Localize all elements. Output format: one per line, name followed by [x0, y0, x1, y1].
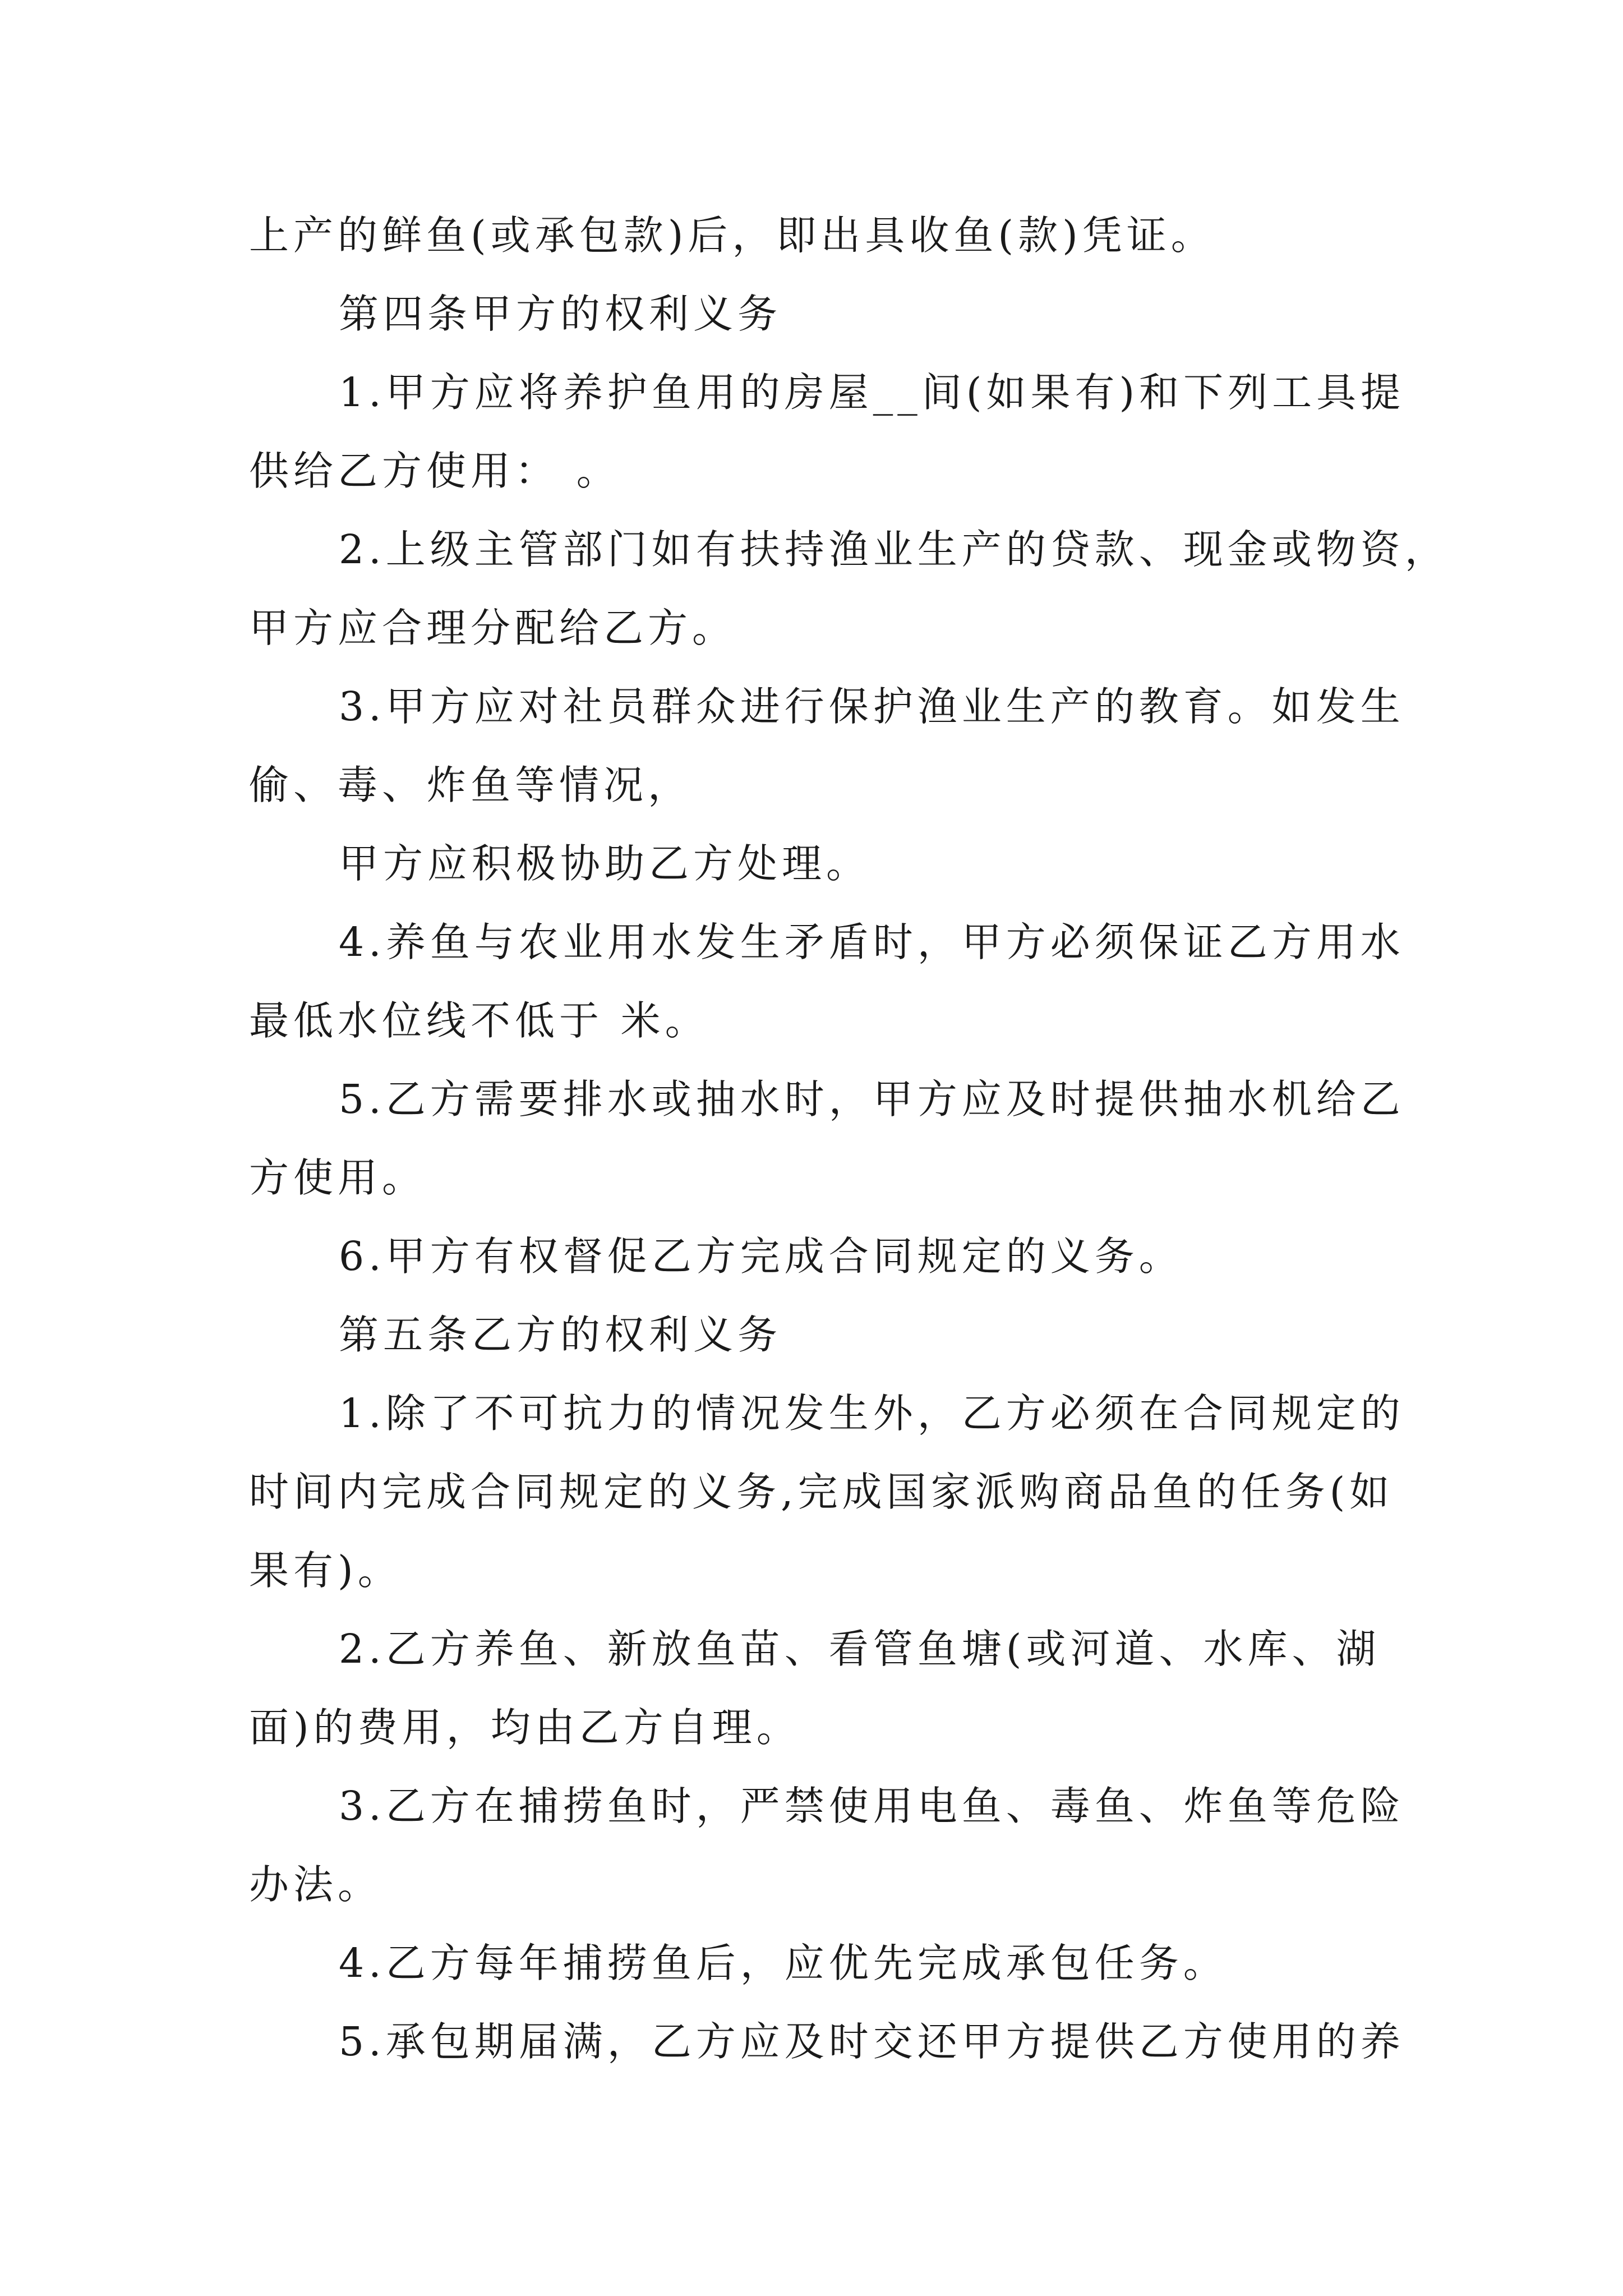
text-line: 甲方应积极协助乙方处理。 — [339, 840, 871, 887]
text-line: 偷、毒、炸鱼等情况， — [249, 762, 693, 808]
text-line: 1.甲方应将养护鱼用的房屋__间(如果有)和下列工具提 — [339, 369, 1405, 416]
section-heading: 第四条甲方的权利义务 — [339, 291, 782, 337]
text-line: 5.乙方需要排水或抽水时，甲方应及时提供抽水机给乙 — [339, 1076, 1405, 1122]
text-line: 4.乙方每年捕捞鱼后，应优先完成承包任务。 — [339, 1940, 1228, 1986]
text-line: 最低水位线不低于 米。 — [249, 997, 709, 1044]
text-line: 2.乙方养鱼、新放鱼苗、看管鱼塘(或河道、水库、湖 — [339, 1626, 1381, 1672]
text-line: 3.乙方在捕捞鱼时，严禁使用电鱼、毒鱼、炸鱼等危险 — [339, 1783, 1405, 1829]
text-line: 4.养鱼与农业用水发生矛盾时，甲方必须保证乙方用水 — [339, 919, 1405, 965]
text-line: 甲方应合理分配给乙方。 — [249, 605, 737, 651]
text-line: 1.除了不可抗力的情况发生外，乙方必须在合同规定的 — [339, 1390, 1405, 1437]
text-line: 6.甲方有权督促乙方完成合同规定的义务。 — [339, 1233, 1183, 1280]
text-line: 供给乙方使用： 。 — [249, 448, 621, 494]
text-line: 上产的鲜鱼(或承包款)后，即出具收鱼(款)凭证。 — [249, 212, 1215, 259]
section-heading: 第五条乙方的权利义务 — [339, 1312, 782, 1358]
text-line: 办法。 — [249, 1861, 382, 1908]
text-line: 面)的费用，均由乙方自理。 — [249, 1704, 801, 1751]
text-line: 方使用。 — [249, 1154, 427, 1201]
text-line: 果有)。 — [249, 1547, 402, 1594]
text-line: 5.承包期届满，乙方应及时交还甲方提供乙方使用的养 — [339, 2018, 1405, 2065]
text-line: 3.甲方应对社员群众进行保护渔业生产的教育。如发生 — [339, 683, 1405, 730]
text-line: 时间内完成合同规定的义务,完成国家派购商品鱼的任务(如 — [249, 1469, 1394, 1515]
text-line: 2.上级主管部门如有扶持渔业生产的贷款、现金或物资， — [339, 526, 1449, 573]
